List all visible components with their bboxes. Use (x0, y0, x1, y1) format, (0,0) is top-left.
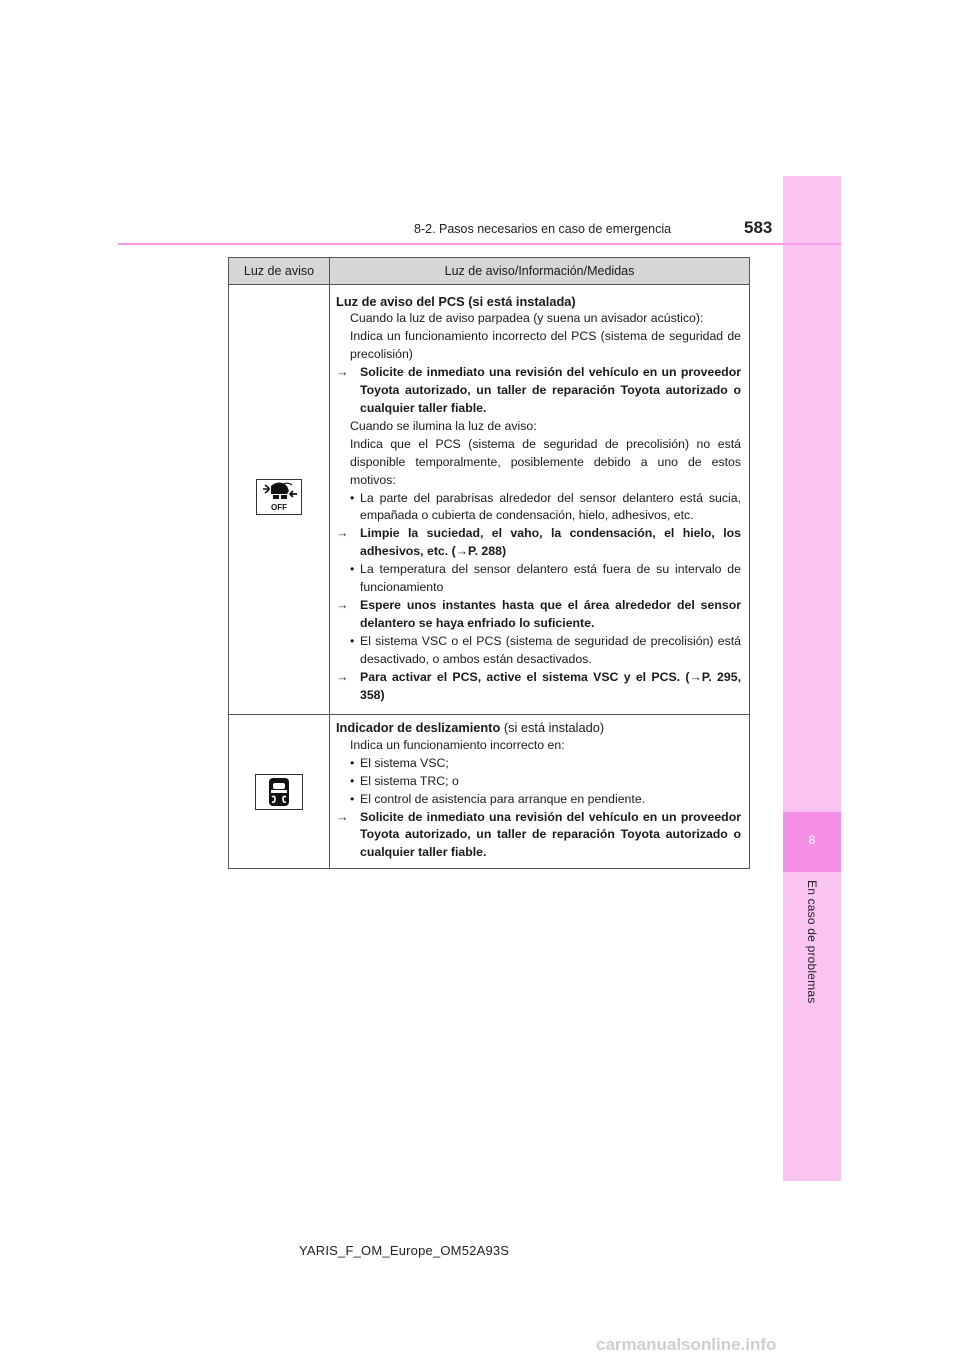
slip-title-text: Indicador de deslizamiento (336, 720, 501, 735)
pcs-action-1 (336, 525, 741, 561)
pcs-action-3-text: Para activar el PCS, active el sistema VSC y el PCS. (→P. 295, 358) (360, 669, 741, 702)
arrow-icon: → (336, 597, 349, 612)
slip-intro: Indica un funcionamiento incorrecto en: (350, 737, 565, 752)
pcs-blink-action-text: Solicite de inmediato una revisión del vehículo en un proveedor Toyota autorizado, un taller de reparación Toyota autorizado o cualquier taller fiable. (360, 365, 741, 416)
pcs-action-2-text: Espere unos instantes hasta que el área alrededor del sensor delantero se haya enfriado lo suficiente. (360, 597, 741, 630)
slip-indicator-icon (255, 774, 303, 810)
slip-icon-cell (229, 715, 330, 869)
slip-action-text: Solicite de inmediato una revisión del vehículo en un proveedor Toyota autorizado, un taller de reparación Toyota autorizado o cualquier taller fiable. (360, 809, 741, 860)
slip-title-suffix: (si está instalado) (500, 720, 605, 735)
header-section-title: 8-2. Pasos necesarios en caso de emergencia (414, 222, 672, 236)
pcs-off-warning-icon (256, 479, 302, 515)
watermark-site: carmanualsonline.info (596, 1335, 777, 1354)
pcs-blink-action (336, 364, 741, 418)
header-rule (118, 243, 841, 245)
pcs-bullet-1: • La parte del parabrisas alrededor del sensor delantero está sucia, empañada o cubierta de condensación, hielo, adhesivos, etc. (336, 490, 741, 526)
slip-bullet-2: • El sistema TRC; o (336, 773, 741, 791)
arrow-icon: → (336, 365, 349, 380)
slip-action (336, 809, 741, 863)
table-header-row (229, 258, 750, 285)
arrow-icon: → (336, 526, 349, 541)
side-tab-label: En caso de problemas (805, 880, 819, 1004)
slip-bullet-3: • El control de asistencia para arranque en pendiente. (336, 791, 741, 809)
slip-title (336, 719, 741, 737)
pcs-action-2 (336, 597, 741, 633)
pcs-lit-intro: Cuando se ilumina la luz de aviso: (350, 418, 537, 433)
pcs-bullet-2: • La temperatura del sensor delantero está fuera de su intervalo de funcionamiento (336, 561, 741, 597)
arrow-icon: → (336, 669, 349, 684)
pcs-title: Luz de aviso del PCS (si está instalada) (336, 293, 576, 309)
slip-info-cell (330, 715, 750, 869)
arrow-icon: → (336, 809, 349, 824)
column-header-light: Luz de aviso (229, 258, 330, 285)
side-tab (783, 176, 841, 1181)
slip-bullet-1: • El sistema VSC; (336, 755, 741, 773)
table-row (229, 285, 750, 715)
page-number: 583 (744, 218, 773, 237)
pcs-icon-cell (229, 285, 330, 715)
warning-light-table (228, 257, 750, 869)
pcs-blink-desc: Indica un funcionamiento incorrecto del PCS (sistema de seguridad de precolisión) (350, 329, 741, 362)
pcs-action-3 (336, 669, 741, 705)
document-code: YARIS_F_OM_Europe_OM52A93S (299, 1243, 510, 1258)
pcs-action-1-text: Limpie la suciedad, el vaho, la condensación, el hielo, los adhesivos, etc. (→P. 288) (360, 526, 741, 559)
table-row (229, 715, 750, 869)
side-tab-number: 8 (783, 812, 841, 872)
pcs-info-cell (330, 285, 750, 715)
pcs-bullet-3: • El sistema VSC o el PCS (sistema de seguridad de precolisión) está desactivado, o ambos están desactivados. (336, 633, 741, 669)
column-header-info: Luz de aviso/Información/Medidas (330, 258, 750, 285)
pcs-icon-off-text: OFF (271, 502, 287, 512)
pcs-blink-intro: Cuando la luz de aviso parpadea (y suena un avisador acústico): (350, 311, 704, 326)
pcs-lit-desc: Indica que el PCS (sistema de seguridad de precolisión) no está disponible temporalmente, posiblemente debido a uno de estos motivos: (350, 436, 741, 487)
